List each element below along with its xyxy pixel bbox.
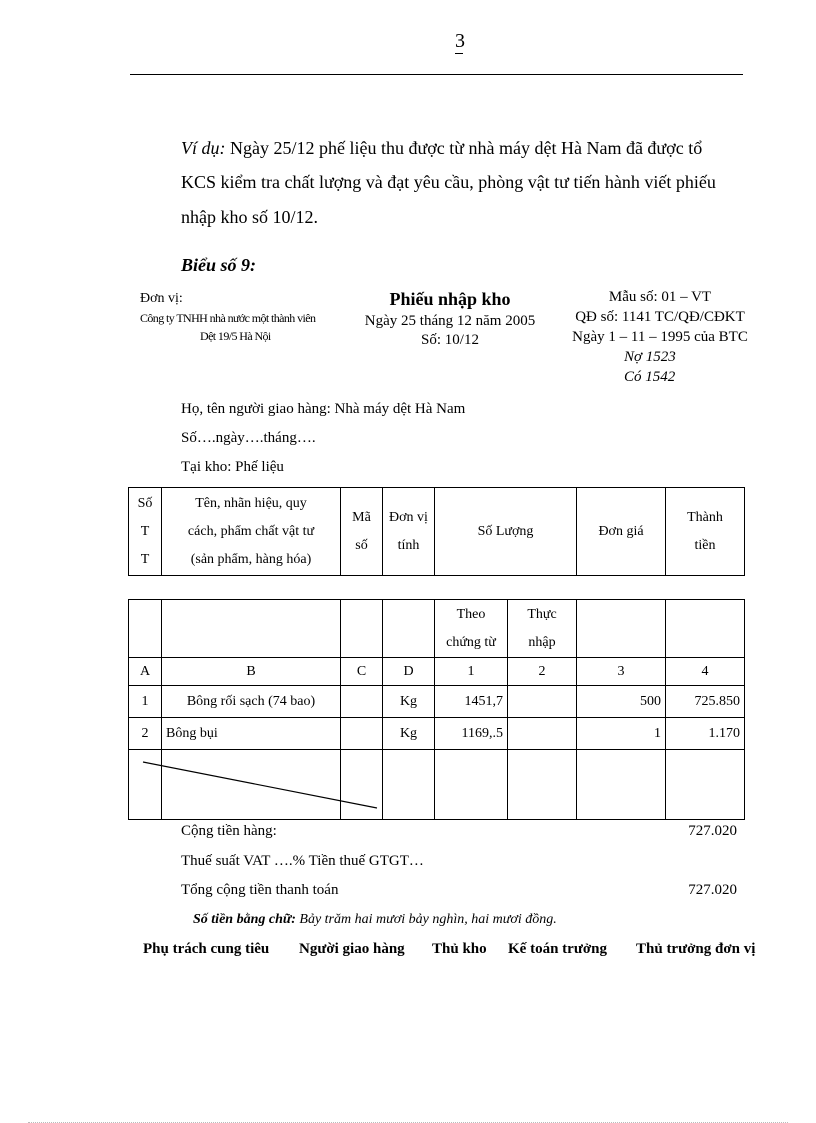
- row-name: Bông bụi: [162, 718, 341, 750]
- warehouse-field: Tại kho: Phế liệu: [181, 459, 284, 475]
- page-number: 3: [455, 30, 465, 52]
- header-unit: Đơn vị tính: [383, 488, 435, 576]
- row-unit: Kg: [383, 718, 435, 750]
- row-unit: Kg: [383, 686, 435, 718]
- signature-storekeeper: Thủ kho: [432, 941, 487, 957]
- row-amount: 1.170: [666, 718, 745, 750]
- row-qty-doc: 1169,.5: [435, 718, 508, 750]
- signature-unit-head: Thủ trưởng đơn vị: [636, 941, 756, 957]
- vat-line: Thuế suất VAT ….% Tiền thuế GTGT…: [181, 853, 424, 869]
- code-cell: D: [383, 658, 435, 686]
- header-code: Mã số: [341, 488, 383, 576]
- header-stt: Số T T: [129, 488, 162, 576]
- row-stt: 2: [129, 718, 162, 750]
- credit-account: Có 1542: [624, 369, 676, 385]
- unit-name: Công ty TNHH nhà nước một thành viên: [140, 311, 316, 325]
- intro-text-1: Ngày 25/12 phế liệu thu được từ nhà máy dệt Hà Nam đã được tổ: [230, 138, 703, 158]
- decision-number: QĐ số: 1141 TC/QĐ/CĐKT: [575, 309, 745, 325]
- amount-in-words-value: Bảy trăm hai mươi bảy nghìn, hai mươi đồng.: [299, 912, 557, 927]
- intro-line-2: KCS kiểm tra chất lượng và đạt yêu cầu, phòng vật tư tiến hành viết phiếu: [181, 172, 716, 192]
- total-value: 727.020: [688, 882, 737, 898]
- code-cell: B: [162, 658, 341, 686]
- code-cell: 3: [577, 658, 666, 686]
- code-cell: 1: [435, 658, 508, 686]
- row-qty-doc: 1451,7: [435, 686, 508, 718]
- document-title: Phiếu nhập kho: [389, 289, 511, 309]
- subtotal-value: 727.020: [688, 823, 737, 839]
- row-amount: 725.850: [666, 686, 745, 718]
- signature-purchasing: Phụ trách cung tiêu: [143, 941, 270, 957]
- unit-name-2: Dệt 19/5 Hà Nội: [200, 329, 271, 343]
- amount-in-words-label: Số tiền bằng chữ:: [193, 912, 296, 927]
- strike-line: [143, 762, 377, 808]
- total-label: Tổng cộng tiền thanh toán: [181, 882, 339, 898]
- code-cell: C: [341, 658, 383, 686]
- reference-field: Số….ngày….tháng….: [181, 430, 316, 446]
- header-amount: Thành tiền: [666, 488, 745, 576]
- header-quantity: Số Lượng: [435, 488, 577, 576]
- signature-chief-accountant: Kế toán trưởng: [508, 941, 607, 957]
- form-code: Mẫu số: 01 – VT: [608, 289, 712, 305]
- intro-label: Ví dụ:: [181, 138, 226, 158]
- row-unit-price: 1: [577, 718, 666, 750]
- subtotal-label: Cộng tiền hàng:: [181, 823, 277, 839]
- row-name: Bông rối sạch (74 bao): [162, 686, 341, 718]
- intro-line-3: nhập kho số 10/12.: [181, 207, 318, 227]
- sub-header-by-doc: Theo chứng từ: [435, 600, 508, 658]
- debit-account: Nợ 1523: [624, 349, 676, 365]
- deliverer-field: Họ, tên người giao hàng: Nhà máy dệt Hà Nam: [181, 401, 466, 417]
- amount-in-words: [193, 912, 557, 928]
- unit-label: Đơn vị:: [140, 291, 183, 306]
- form-caption: Biểu số 9:: [181, 255, 257, 275]
- sub-header-actual: Thực nhập: [508, 600, 577, 658]
- code-cell: 4: [666, 658, 745, 686]
- header-unit-price: Đơn giá: [577, 488, 666, 576]
- code-cell: 2: [508, 658, 577, 686]
- header-name: Tên, nhãn hiệu, quy cách, phẩm chất vật tư (sản phẩm, hàng hóa): [162, 488, 341, 576]
- code-cell: A: [129, 658, 162, 686]
- decision-date: Ngày 1 – 11 – 1995 của BTC: [572, 329, 748, 345]
- document-number: Số: 10/12: [421, 332, 479, 348]
- row-stt: 1: [129, 686, 162, 718]
- row-unit-price: 500: [577, 686, 666, 718]
- document-date: Ngày 25 tháng 12 năm 2005: [364, 313, 536, 329]
- signature-deliverer: Người giao hàng: [299, 941, 405, 957]
